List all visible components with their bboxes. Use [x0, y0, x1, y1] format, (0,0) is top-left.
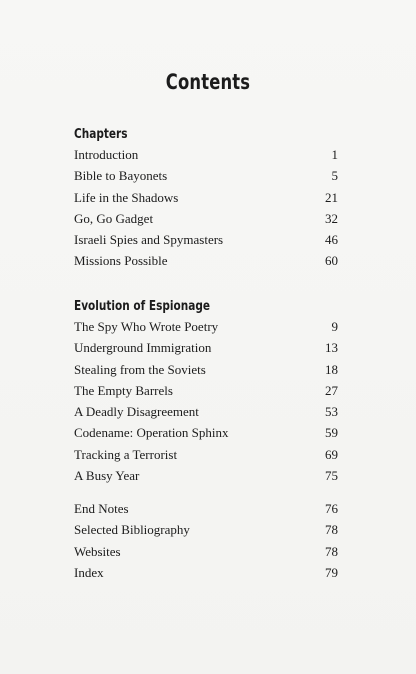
toc-entry [74, 229, 338, 250]
section-heading: Evolution of Espionage [74, 298, 211, 314]
entry-title: Index [74, 564, 104, 580]
entry-title: Selected Bibliography [74, 522, 190, 538]
entry-page: 1 [331, 147, 338, 162]
entry-page: 9 [331, 319, 338, 334]
entry-title: Underground Immigration [74, 340, 212, 356]
entry-page: 13 [325, 340, 338, 356]
toc-entry [74, 444, 338, 465]
toc-entry [74, 422, 338, 443]
toc-section-back-matter [74, 498, 338, 583]
entry-page: 75 [325, 468, 338, 484]
entry-page: 32 [325, 210, 338, 226]
entry-title: Life in the Shadows [74, 189, 179, 205]
entry-page: 76 [325, 501, 338, 516]
entry-title: Introduction [74, 147, 139, 162]
toc-entry [74, 541, 338, 562]
entry-title: Go, Go Gadget [74, 210, 154, 226]
entry-page: 46 [325, 232, 338, 248]
entry-page: 79 [325, 564, 338, 580]
entry-page: 69 [325, 446, 338, 462]
toc-entry [74, 165, 338, 186]
entry-page: 60 [325, 253, 338, 269]
entry-page: 21 [325, 189, 338, 205]
entry-title: The Empty Barrels [74, 382, 173, 398]
entry-title: A Busy Year [74, 468, 140, 484]
entry-title: The Spy Who Wrote Poetry [74, 319, 219, 334]
entry-title: Bible to Bayonets [74, 168, 168, 184]
entry-title: Israeli Spies and Spymasters [74, 232, 224, 248]
toc-entry [74, 316, 338, 337]
entry-title: End Notes [74, 501, 129, 516]
entry-page: 18 [325, 361, 338, 377]
entry-page: 59 [325, 425, 338, 441]
entry-title: Codename: Operation Sphinx [74, 425, 229, 441]
toc-entry [74, 401, 338, 422]
entry-page: 78 [325, 522, 338, 538]
entry-page: 27 [325, 382, 338, 398]
toc-entry [74, 359, 338, 380]
toc-entry [74, 250, 338, 271]
entry-page: 5 [331, 168, 338, 184]
page-title: Contents [165, 70, 251, 94]
entry-title: Tracking a Terrorist [74, 446, 178, 462]
toc-entry [74, 519, 338, 540]
toc-entry [74, 562, 338, 583]
toc-entry [74, 144, 338, 165]
section-heading: Chapters [74, 126, 128, 142]
toc-entry [74, 337, 338, 358]
entry-title: A Deadly Disagreement [74, 404, 199, 420]
toc-entry [74, 208, 338, 229]
entry-title: Stealing from the Soviets [74, 361, 206, 377]
toc-entry [74, 498, 338, 519]
toc-section-chapters [74, 124, 338, 272]
toc-entry [74, 465, 338, 486]
entry-title: Websites [74, 543, 121, 559]
toc-section-evolution [74, 296, 338, 486]
toc-entry [74, 380, 338, 401]
entry-page: 78 [325, 543, 338, 559]
entry-page: 53 [325, 404, 338, 420]
toc-entry [74, 187, 338, 208]
entry-title: Missions Possible [74, 253, 168, 269]
